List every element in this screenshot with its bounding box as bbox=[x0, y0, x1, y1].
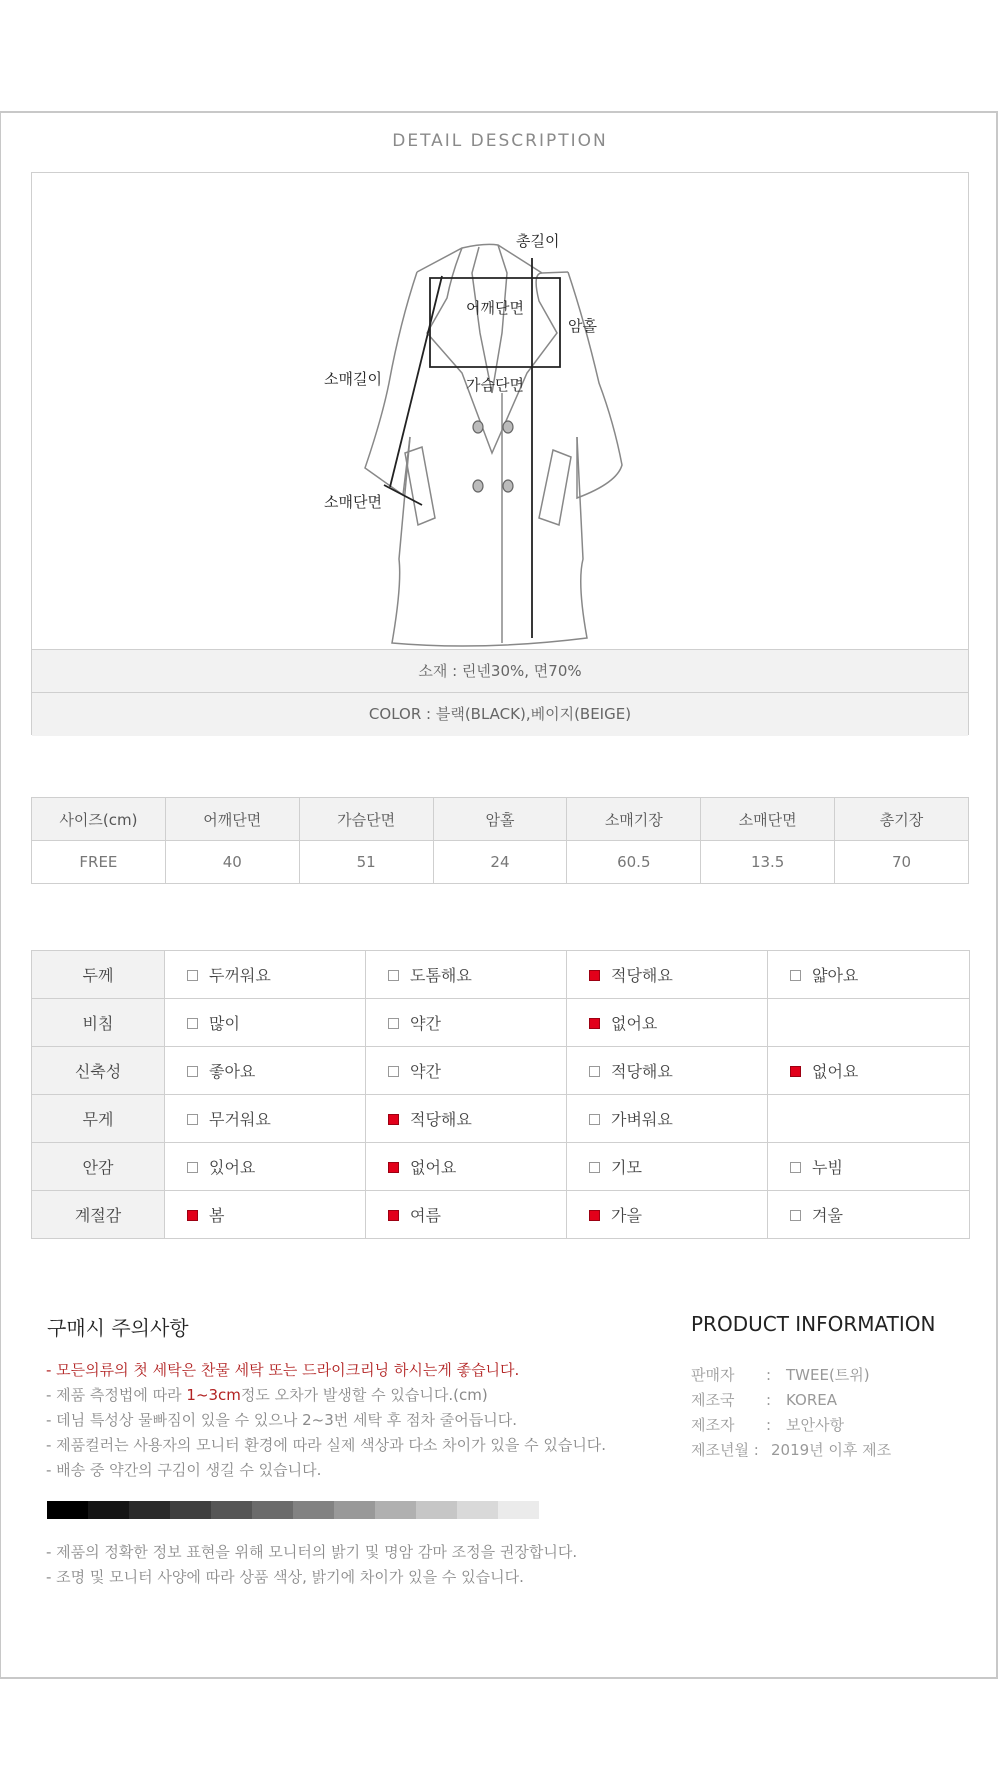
table-row bbox=[32, 841, 969, 884]
feature-option bbox=[366, 1047, 567, 1095]
unchecked-box-icon bbox=[187, 1162, 198, 1173]
size-header-cell: 사이즈(cm) bbox=[32, 798, 166, 841]
color-swatch bbox=[457, 1501, 498, 1519]
product-info-row bbox=[691, 1438, 891, 1463]
color-swatch bbox=[416, 1501, 457, 1519]
size-header-cell: 총기장 bbox=[835, 798, 969, 841]
feature-option-label: 가벼워요 bbox=[611, 1110, 673, 1129]
note-line: - 제품의 정확한 정보 표현을 위해 모니터의 밝기 및 명암 감마 조정을 권장합니다. bbox=[46, 1543, 578, 1561]
size-cell: 13.5 bbox=[701, 841, 835, 884]
shoulder-label: 어깨단면 bbox=[466, 299, 524, 317]
checked-box-icon bbox=[388, 1162, 399, 1173]
unchecked-box-icon bbox=[187, 1066, 198, 1077]
checked-box-icon bbox=[790, 1066, 801, 1077]
feature-option-label: 약간 bbox=[410, 1014, 441, 1033]
note-line bbox=[46, 1383, 606, 1408]
color-swatch bbox=[375, 1501, 416, 1519]
product-info-value: 보안사항 bbox=[786, 1416, 844, 1434]
product-info-key: 판매자 bbox=[691, 1366, 735, 1384]
product-info-sep: : bbox=[766, 1366, 772, 1384]
feature-option-label: 가을 bbox=[611, 1206, 642, 1225]
feature-option-label: 봄 bbox=[209, 1206, 225, 1225]
checked-box-icon bbox=[388, 1210, 399, 1221]
grayscale-swatches bbox=[47, 1501, 539, 1519]
feature-option-label: 여름 bbox=[410, 1206, 441, 1225]
color-swatch bbox=[47, 1501, 88, 1519]
unchecked-box-icon bbox=[388, 1066, 399, 1077]
monitor-notes bbox=[46, 1540, 577, 1590]
color-swatch bbox=[170, 1501, 211, 1519]
feature-label: 무게 bbox=[32, 1095, 165, 1143]
feature-option bbox=[768, 1143, 970, 1191]
size-header-cell: 어깨단면 bbox=[165, 798, 299, 841]
unchecked-box-icon bbox=[589, 1162, 600, 1173]
unchecked-box-icon bbox=[790, 1162, 801, 1173]
size-cell: 40 bbox=[165, 841, 299, 884]
feature-option bbox=[165, 1095, 366, 1143]
size-cell: FREE bbox=[32, 841, 166, 884]
note-highlight: 1~3cm bbox=[186, 1386, 241, 1404]
feature-table bbox=[31, 950, 970, 1239]
product-info-sep: : bbox=[766, 1416, 772, 1434]
feature-label: 비침 bbox=[32, 999, 165, 1047]
coat-illustration bbox=[32, 173, 968, 649]
product-info-title: PRODUCT INFORMATION bbox=[691, 1312, 936, 1336]
chest-label: 가슴단면 bbox=[466, 376, 524, 394]
table-row bbox=[32, 1095, 970, 1143]
color-swatch bbox=[334, 1501, 375, 1519]
product-info-row bbox=[691, 1388, 891, 1413]
unchecked-box-icon bbox=[790, 1210, 801, 1221]
feature-option bbox=[165, 999, 366, 1047]
size-cell: 70 bbox=[835, 841, 969, 884]
feature-option-label: 무거워요 bbox=[209, 1110, 271, 1129]
feature-option-label: 적당해요 bbox=[611, 1062, 673, 1081]
armhole-label: 암홀 bbox=[568, 317, 597, 335]
feature-label: 두께 bbox=[32, 951, 165, 999]
feature-option bbox=[768, 951, 970, 999]
table-row bbox=[32, 1143, 970, 1191]
product-info-row bbox=[691, 1363, 891, 1388]
feature-option-label: 약간 bbox=[410, 1062, 441, 1081]
feature-option-label: 많이 bbox=[209, 1014, 240, 1033]
note-text: - 제품 측정법에 따라 bbox=[46, 1386, 187, 1404]
table-row bbox=[32, 951, 970, 999]
color-swatch bbox=[211, 1501, 252, 1519]
product-info-key: 제조국 bbox=[691, 1391, 735, 1409]
note-line: - 모든의류의 첫 세탁은 찬물 세탁 또는 드라이크리닝 하시는게 좋습니다. bbox=[46, 1361, 520, 1379]
feature-label: 신축성 bbox=[32, 1047, 165, 1095]
feature-label: 계절감 bbox=[32, 1191, 165, 1239]
size-cell: 24 bbox=[433, 841, 567, 884]
feature-option bbox=[768, 1095, 970, 1143]
feature-option bbox=[567, 999, 768, 1047]
detail-title: DETAIL DESCRIPTION bbox=[392, 131, 608, 151]
feature-option bbox=[567, 1095, 768, 1143]
table-row bbox=[32, 999, 970, 1047]
sleeve-width-label: 소매단면 bbox=[324, 493, 382, 511]
product-info-row bbox=[691, 1413, 891, 1438]
color-swatch bbox=[88, 1501, 129, 1519]
notes-title: 구매시 주의사항 bbox=[47, 1316, 189, 1340]
feature-option-label: 얇아요 bbox=[812, 966, 859, 985]
checked-box-icon bbox=[589, 970, 600, 981]
feature-option bbox=[165, 1143, 366, 1191]
feature-option bbox=[366, 999, 567, 1047]
feature-option bbox=[165, 1047, 366, 1095]
coat-diagram bbox=[32, 173, 968, 649]
feature-option-label: 없어요 bbox=[410, 1158, 457, 1177]
feature-option-label: 적당해요 bbox=[410, 1110, 472, 1129]
unchecked-box-icon bbox=[388, 1018, 399, 1029]
unchecked-box-icon bbox=[589, 1114, 600, 1125]
feature-option bbox=[768, 1191, 970, 1239]
feature-option bbox=[165, 1191, 366, 1239]
checked-box-icon bbox=[589, 1018, 600, 1029]
color-swatch bbox=[498, 1501, 539, 1519]
feature-option-label: 겨울 bbox=[812, 1206, 843, 1225]
product-info-key: 제조년월 : bbox=[691, 1441, 759, 1459]
feature-option bbox=[165, 951, 366, 999]
feature-option-label: 적당해요 bbox=[611, 966, 673, 985]
size-table-header bbox=[32, 798, 969, 841]
unchecked-box-icon bbox=[187, 1114, 198, 1125]
size-table bbox=[31, 797, 969, 884]
feature-label: 안감 bbox=[32, 1143, 165, 1191]
feature-option bbox=[567, 1047, 768, 1095]
diagram-box bbox=[31, 172, 969, 735]
product-info-value: KOREA bbox=[786, 1391, 837, 1409]
table-row bbox=[32, 1191, 970, 1239]
note-line: - 조명 및 모니터 사양에 따라 상품 색상, 밝기에 차이가 있을 수 있습니다. bbox=[46, 1568, 524, 1586]
size-header-cell: 암홀 bbox=[433, 798, 567, 841]
product-info-sep: : bbox=[766, 1391, 772, 1409]
feature-option bbox=[366, 1143, 567, 1191]
checked-box-icon bbox=[388, 1114, 399, 1125]
notes-list bbox=[46, 1358, 606, 1483]
size-header-cell: 소매단면 bbox=[701, 798, 835, 841]
feature-option-label: 두꺼워요 bbox=[209, 966, 271, 985]
product-info-list bbox=[691, 1363, 891, 1463]
size-cell: 60.5 bbox=[567, 841, 701, 884]
feature-option-label: 없어요 bbox=[611, 1014, 658, 1033]
unchecked-box-icon bbox=[388, 970, 399, 981]
total-length-label: 총길이 bbox=[516, 232, 560, 250]
feature-option-label: 없어요 bbox=[812, 1062, 859, 1081]
note-line: - 데님 특성상 물빠짐이 있을 수 있으나 2~3번 세탁 후 점차 줄어듭니다. bbox=[46, 1411, 518, 1429]
product-info-value: TWEE(트위) bbox=[786, 1366, 870, 1384]
sleeve-length-label: 소매길이 bbox=[324, 370, 382, 388]
color-swatch bbox=[129, 1501, 170, 1519]
product-info-key: 제조자 bbox=[691, 1416, 735, 1434]
checked-box-icon bbox=[187, 1210, 198, 1221]
feature-option bbox=[366, 1191, 567, 1239]
table-row bbox=[32, 1047, 970, 1095]
unchecked-box-icon bbox=[187, 1018, 198, 1029]
feature-option bbox=[366, 1095, 567, 1143]
size-header-cell: 가슴단면 bbox=[299, 798, 433, 841]
color-row: COLOR : 블랙(BLACK),베이지(BEIGE) bbox=[32, 692, 968, 736]
feature-option-label: 있어요 bbox=[209, 1158, 256, 1177]
checked-box-icon bbox=[589, 1210, 600, 1221]
unchecked-box-icon bbox=[790, 970, 801, 981]
feature-option bbox=[567, 1191, 768, 1239]
feature-option bbox=[768, 1047, 970, 1095]
feature-option bbox=[366, 951, 567, 999]
product-info-value: 2019년 이후 제조 bbox=[771, 1441, 892, 1459]
color-swatch bbox=[293, 1501, 334, 1519]
feature-option-label: 기모 bbox=[611, 1158, 642, 1177]
feature-option bbox=[768, 999, 970, 1047]
feature-option bbox=[567, 951, 768, 999]
feature-option bbox=[567, 1143, 768, 1191]
color-swatch bbox=[252, 1501, 293, 1519]
material-row: 소재 : 린넨30%, 면70% bbox=[32, 649, 968, 693]
note-line: - 제품컬러는 사용자의 모니터 환경에 따라 실제 색상과 다소 차이가 있을 수 있습니다. bbox=[46, 1436, 607, 1454]
size-cell: 51 bbox=[299, 841, 433, 884]
size-header-cell: 소매기장 bbox=[567, 798, 701, 841]
unchecked-box-icon bbox=[589, 1066, 600, 1077]
note-line: - 배송 중 약간의 구김이 생길 수 있습니다. bbox=[46, 1461, 322, 1479]
feature-option-label: 누빔 bbox=[812, 1158, 843, 1177]
feature-option-label: 도톰해요 bbox=[410, 966, 472, 985]
note-text: 정도 오차가 발생할 수 있습니다.(cm) bbox=[240, 1386, 488, 1404]
unchecked-box-icon bbox=[187, 970, 198, 981]
feature-option-label: 좋아요 bbox=[209, 1062, 256, 1081]
